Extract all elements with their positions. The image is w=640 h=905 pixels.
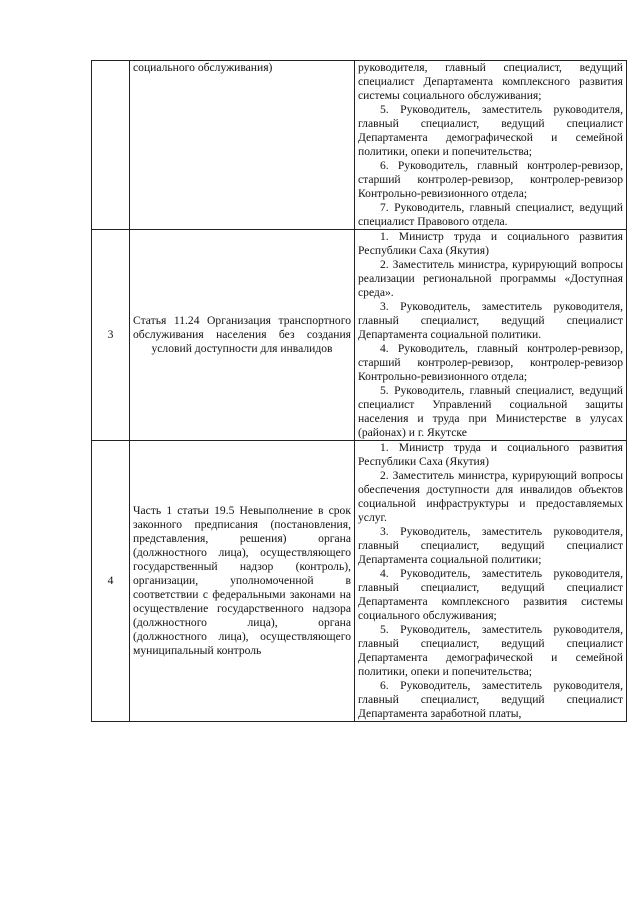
officials-list <box>355 441 627 722</box>
article-text <box>130 441 355 722</box>
list-item: 4. Руководитель, главный контролер-ревизор, старший контролер-ревизор, контролер-ревизор Контрольно-ревизионного отдела; <box>358 342 623 383</box>
list-item: 4. Руководитель, заместитель руководителя, главный специалист, ведущий специалист Департамента комплексного развития системы социального обслуживания; <box>358 567 623 622</box>
article-title: Часть 1 статьи 19.5 Невыполнение в срок законного предписания (постановления, представления, решения) органа (должностного лица), осуществляющего государственный надзор (контроль), организации, уполномоченной в соответствии с федеральными законами на осуществление государственного надзора (должностного лица), органа (должностного лица), осуществляющего муниципальный контроль <box>133 504 351 657</box>
officials-list <box>355 230 627 441</box>
article-text <box>130 61 355 230</box>
row-number: 3 <box>92 230 130 441</box>
list-item: руководителя, главный специалист, ведущий специалист Департамента комплексного развития системы социального обслуживания; <box>358 61 623 102</box>
list-item: 6. Руководитель, главный контролер-ревизор, старший контролер-ревизор, контролер-ревизор Контрольно-ревизионного отдела; <box>358 159 623 200</box>
list-item: 7. Руководитель, главный специалист, ведущий специалист Правового отдела. <box>358 201 623 228</box>
row-number <box>92 61 130 230</box>
article-title: Статья 11.24 Организация транспортного обслуживания населения без создания условий доступности для инвалидов <box>133 314 351 355</box>
article-text <box>130 230 355 441</box>
officials-list <box>355 61 627 230</box>
list-item: 6. Руководитель, заместитель руководителя, главный специалист, ведущий специалист Департамента заработной платы, <box>358 679 623 720</box>
list-item: 1. Министр труда и социального развития Республики Саха (Якутия) <box>358 441 623 468</box>
list-item: 3. Руководитель, заместитель руководителя, главный специалист, ведущий специалист Департамента социальной политики. <box>358 300 623 341</box>
list-item: 1. Министр труда и социального развития Республики Саха (Якутия) <box>358 230 623 257</box>
list-item: 5. Руководитель, главный специалист, ведущий специалист Управлений социальной защиты населения и труда при Министерстве в улусах (районах) и г. Якутске <box>358 384 623 439</box>
table-row <box>92 61 627 230</box>
list-item: 5. Руководитель, заместитель руководителя, главный специалист, ведущий специалист Департамента демографической и семейной политики, опеки и попечительства; <box>358 103 623 158</box>
list-item: 2. Заместитель министра, курирующий вопросы реализации региональной программы «Доступная среда». <box>358 258 623 299</box>
table-row <box>92 230 627 441</box>
list-item: 5. Руководитель, заместитель руководителя, главный специалист, ведущий специалист Департамента демографической и семейной политики, опеки и попечительства; <box>358 623 623 678</box>
table-row <box>92 441 627 722</box>
list-item: 2. Заместитель министра, курирующий вопросы обеспечения доступности для инвалидов объектов социальной инфраструктуры и предоставляемых услуг. <box>358 469 623 524</box>
article-continuation: социального обслуживания) <box>133 61 273 74</box>
officials-table <box>91 60 627 722</box>
row-number: 4 <box>92 441 130 722</box>
list-item: 3. Руководитель, заместитель руководителя, главный специалист, ведущий специалист Департамента социальной политики; <box>358 525 623 566</box>
